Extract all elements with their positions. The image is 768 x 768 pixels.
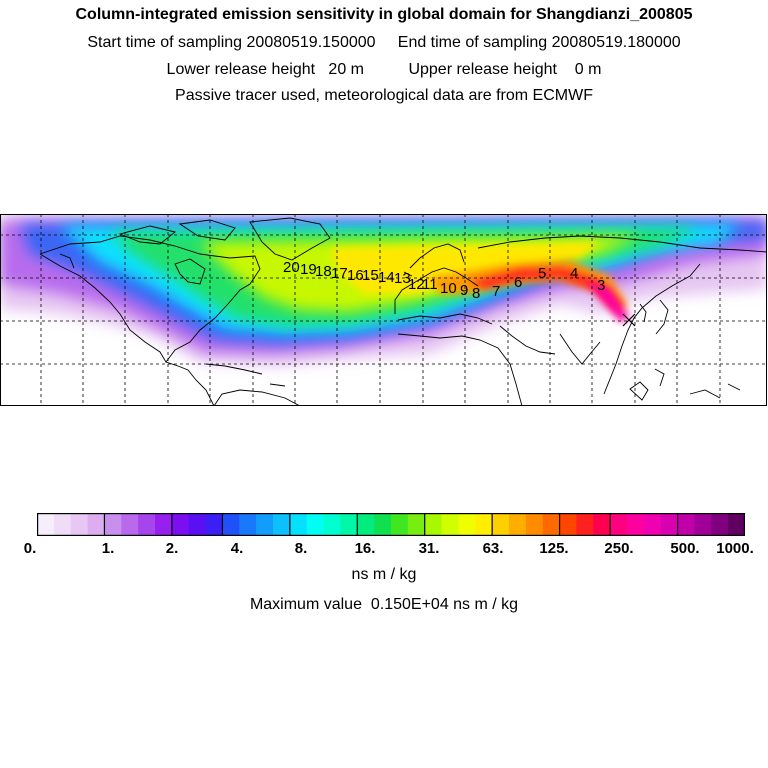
trajectory-label: 7 [492, 283, 501, 300]
trajectory-label: 5 [538, 265, 547, 282]
colorbar-cell [206, 513, 223, 536]
trajectory-label: 12 [408, 276, 425, 293]
colorbar-cell [627, 513, 644, 536]
plot-title: Column-integrated emission sensitivity in global domain for Shangdianzi_200805 [75, 6, 693, 23]
colorbar-cell [104, 513, 121, 536]
colorbar-tick-label: 250. [604, 540, 634, 557]
trajectory-label: 10 [440, 280, 457, 297]
colorbar-tick-label: 1. [101, 540, 115, 557]
colorbar-cell [593, 513, 610, 536]
colorbar-cell [290, 513, 307, 536]
colorbar-cell [340, 513, 357, 536]
trajectory-label: 17 [331, 265, 348, 282]
colorbar-cell [54, 513, 71, 536]
trajectory-label: 6 [514, 274, 523, 291]
colorbar-cell [425, 513, 442, 536]
colorbar-cell [509, 513, 526, 536]
colorbar [37, 513, 745, 536]
colorbar-cell [222, 513, 239, 536]
colorbar-cell [576, 513, 593, 536]
colorbar-cell [121, 513, 138, 536]
colorbar-cell [239, 513, 256, 536]
colorbar-tick-label: 8. [294, 540, 308, 557]
colorbar-cell [408, 513, 425, 536]
colorbar-units: ns m / kg [351, 566, 417, 583]
colorbar-cell [661, 513, 678, 536]
colorbar-cell [694, 513, 711, 536]
colorbar-cell [526, 513, 543, 536]
tracer-info-line: Passive tracer used, meteorological data are from ECMWF [175, 87, 593, 104]
maximum-value-text: Maximum value 0.150E+04 ns m / kg [249, 596, 519, 613]
colorbar-cell [458, 513, 475, 536]
colorbar-cell [37, 513, 54, 536]
colorbar-cell [273, 513, 290, 536]
colorbar-cell [560, 513, 577, 536]
colorbar-cell [391, 513, 408, 536]
colorbar-cell [728, 513, 745, 536]
colorbar-cell [71, 513, 88, 536]
colorbar-tick-label: 2. [165, 540, 179, 557]
trajectory-label: 9 [460, 282, 469, 299]
trajectory-label: 15 [362, 267, 379, 284]
colorbar-tick-label: 16. [354, 540, 376, 557]
colorbar-tick-label: 4. [230, 540, 244, 557]
colorbar-tick-label: 0. [23, 540, 37, 557]
colorbar-cell [492, 513, 509, 536]
trajectory-label: 3 [597, 277, 606, 294]
colorbar-cell [475, 513, 492, 536]
sampling-time-line: Start time of sampling 20080519.150000 End time of sampling 20080519.180000 [87, 34, 681, 51]
colorbar-tick-label: 31. [418, 540, 440, 557]
colorbar-cell [543, 513, 560, 536]
colorbar-cell [155, 513, 172, 536]
colorbar-cell [324, 513, 341, 536]
trajectory-label: 8 [472, 285, 481, 302]
colorbar-cell [644, 513, 661, 536]
colorbar-tick-label: 500. [670, 540, 700, 557]
colorbar-cell [256, 513, 273, 536]
trajectory-label: 19 [300, 261, 317, 278]
emission-sensitivity-map [0, 214, 767, 406]
trajectory-label: 11 [422, 276, 438, 293]
colorbar-cell [357, 513, 374, 536]
colorbar-cell [442, 513, 459, 536]
colorbar-cell [711, 513, 728, 536]
trajectory-label: 4 [570, 265, 579, 282]
trajectory-label: 13 [394, 270, 411, 287]
colorbar-tick-label: 63. [482, 540, 504, 557]
colorbar-cell [610, 513, 627, 536]
trajectory-label: 16 [347, 267, 364, 284]
release-height-line: Lower release height 20 m Upper release height 0 m [166, 61, 602, 78]
colorbar-cell [374, 513, 391, 536]
colorbar-cell [189, 513, 206, 536]
trajectory-label: 20 [283, 259, 300, 276]
trajectory-label: 18 [315, 263, 332, 280]
colorbar-tick-label: 1000. [716, 540, 754, 557]
colorbar-cell [307, 513, 324, 536]
colorbar-cell [678, 513, 695, 536]
colorbar-cell [88, 513, 105, 536]
colorbar-cell [172, 513, 189, 536]
colorbar-tick-label: 125. [539, 540, 569, 557]
trajectory-label: 14 [378, 269, 395, 286]
colorbar-cell [138, 513, 155, 536]
